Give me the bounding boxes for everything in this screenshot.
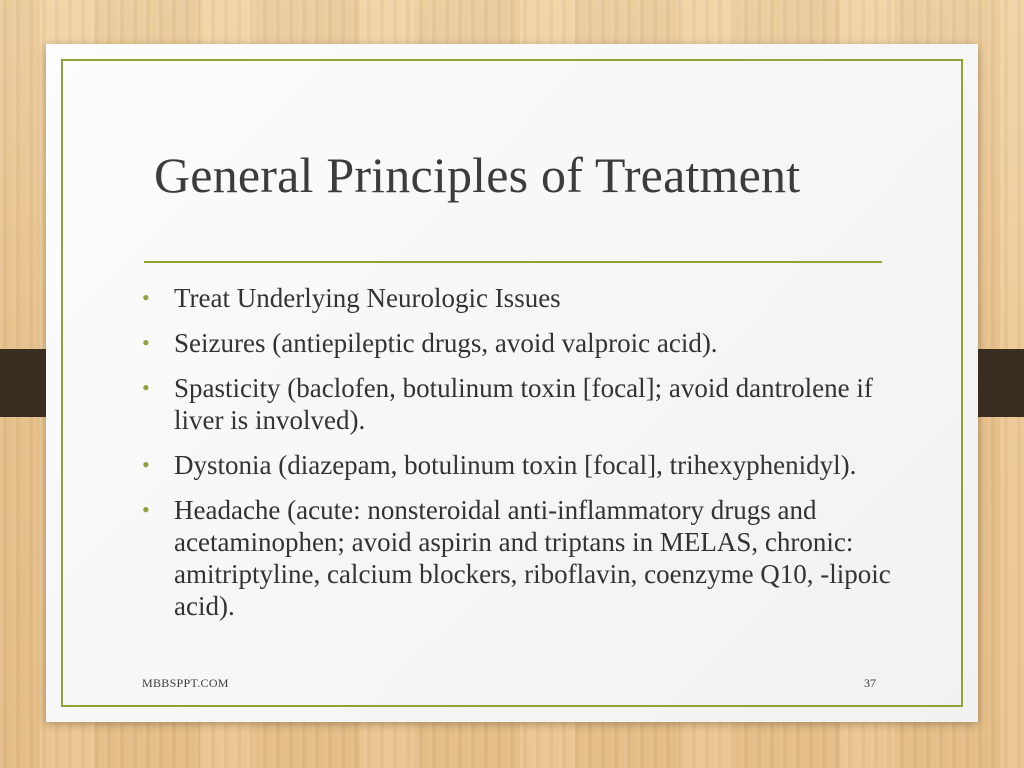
page-number: 37 (864, 676, 876, 690)
slide-title: General Principles of Treatment (154, 147, 801, 203)
bullet-item (142, 449, 902, 481)
bullet-text: Headache (acute: nonsteroidal anti-inflammatory drugs and acetaminophen; avoid aspirin and triptans in MELAS, chronic: amitriptyline, calcium blockers, riboflavin, coenzyme Q10, -lipoic acid). (174, 495, 891, 621)
bullet-icon: • (142, 452, 150, 477)
bullet-icon: • (142, 330, 150, 355)
bullet-item (142, 282, 902, 314)
bullet-item (142, 494, 902, 622)
bullet-item (142, 327, 902, 359)
title-divider (144, 261, 882, 263)
bullet-icon: • (142, 285, 150, 310)
bullet-item (142, 372, 902, 436)
bullet-icon: • (142, 375, 150, 400)
footer-text: MBBSPPT.COM (142, 676, 229, 690)
bullet-icon: • (142, 497, 150, 522)
bullet-text: Spasticity (baclofen, botulinum toxin [focal]; avoid dantrolene if liver is involved). (174, 373, 873, 435)
slide (46, 44, 978, 722)
bullet-text: Treat Underlying Neurologic Issues (174, 283, 561, 313)
bullet-text: Seizures (antiepileptic drugs, avoid valproic acid). (174, 328, 718, 358)
bullet-list (142, 282, 902, 635)
bullet-text: Dystonia (diazepam, botulinum toxin [focal], trihexyphenidyl). (174, 450, 857, 480)
